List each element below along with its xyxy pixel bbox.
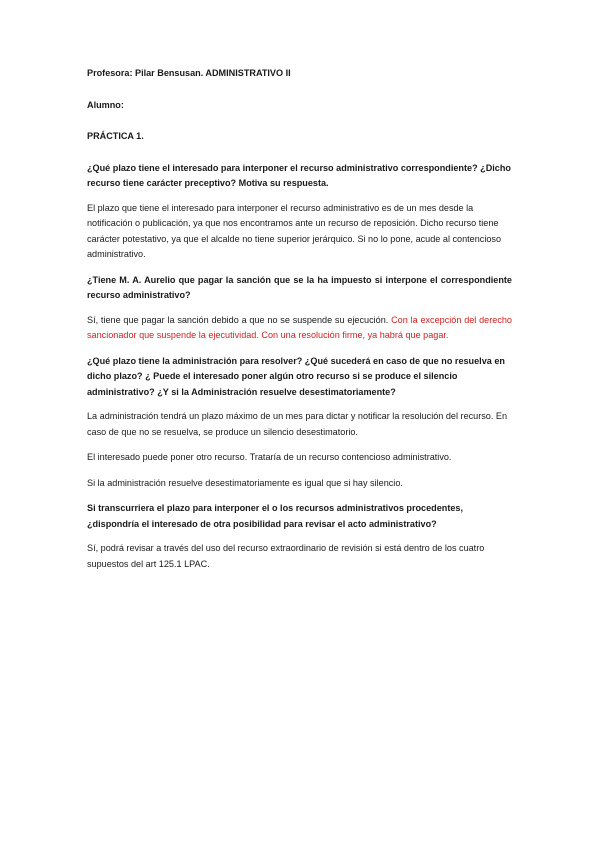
answer-2-text: Sí, tiene que pagar la sanción debido a que no se suspende su ejecución. [87, 314, 389, 325]
answer-3-c: Si la administración resuelve desestimatoriamente es igual que si hay silencio. [87, 477, 403, 488]
question-1: ¿Qué plazo tiene el interesado para interponer el recurso administrativo correspondiente? ¿Dicho recurso tiene carácter preceptivo? Motiva su respuesta. [87, 162, 511, 188]
student-label: Alumno: [87, 99, 124, 110]
answer-4: Sí, podrá revisar a través del uso del recurso extraordinario de revisión si está dentro de los cuatro supuestos del art 125.1 LPAC. [87, 543, 485, 569]
answer-2 [87, 313, 512, 344]
answer-1: El plazo que tiene el interesado para interponer el recurso administrativo es de un mes desde la notificación o publicación, ya que nos encontramos ante un recurso de reposición. Dicho recurso tiene carácter potestativo, ya que el alcalde no tiene superior jerárquico. Si no lo pone, acude al contencioso administrativo. [87, 202, 502, 259]
question-4: Si transcurriera el plazo para interponer el o los recursos administrativos procedentes, ¿dispondría el interesado de otra posibilidad para revisar el acto administrativo? [87, 503, 464, 529]
answer-3-b: El interesado puede poner otro recurso. Trataría de un recurso contencioso administrativo. [87, 452, 452, 462]
question-2: ¿Tiene M. A. Aurelio que pagar la sanción que se la ha impuesto si interpone el correspondiente recurso administrativo? [87, 274, 512, 300]
answer-2-correction: Con la excepción del derecho sancionador que suspende la ejecutividad. Con una resolución firme, ya habrá que pagar. [87, 314, 512, 340]
practice-title: PRÁCTICA 1. [87, 131, 144, 141]
teacher-header: Profesora: Pilar Bensusan. ADMINISTRATIVO II [87, 68, 291, 78]
question-3: ¿Qué plazo tiene la administración para resolver? ¿Qué sucederá en caso de que no resuelva en dicho plazo? ¿ Puede el interesado poner algún otro recurso si se produce el silencio administrativo? ¿Y si la Administración resuelve desestimatoriamente? [87, 355, 505, 397]
answer-3-a: La administración tendrá un plazo máximo de un mes para dictar y notificar la resolución del recurso. En caso de que no se resuelva, se produce un silencio desestimatorio. [87, 411, 508, 437]
